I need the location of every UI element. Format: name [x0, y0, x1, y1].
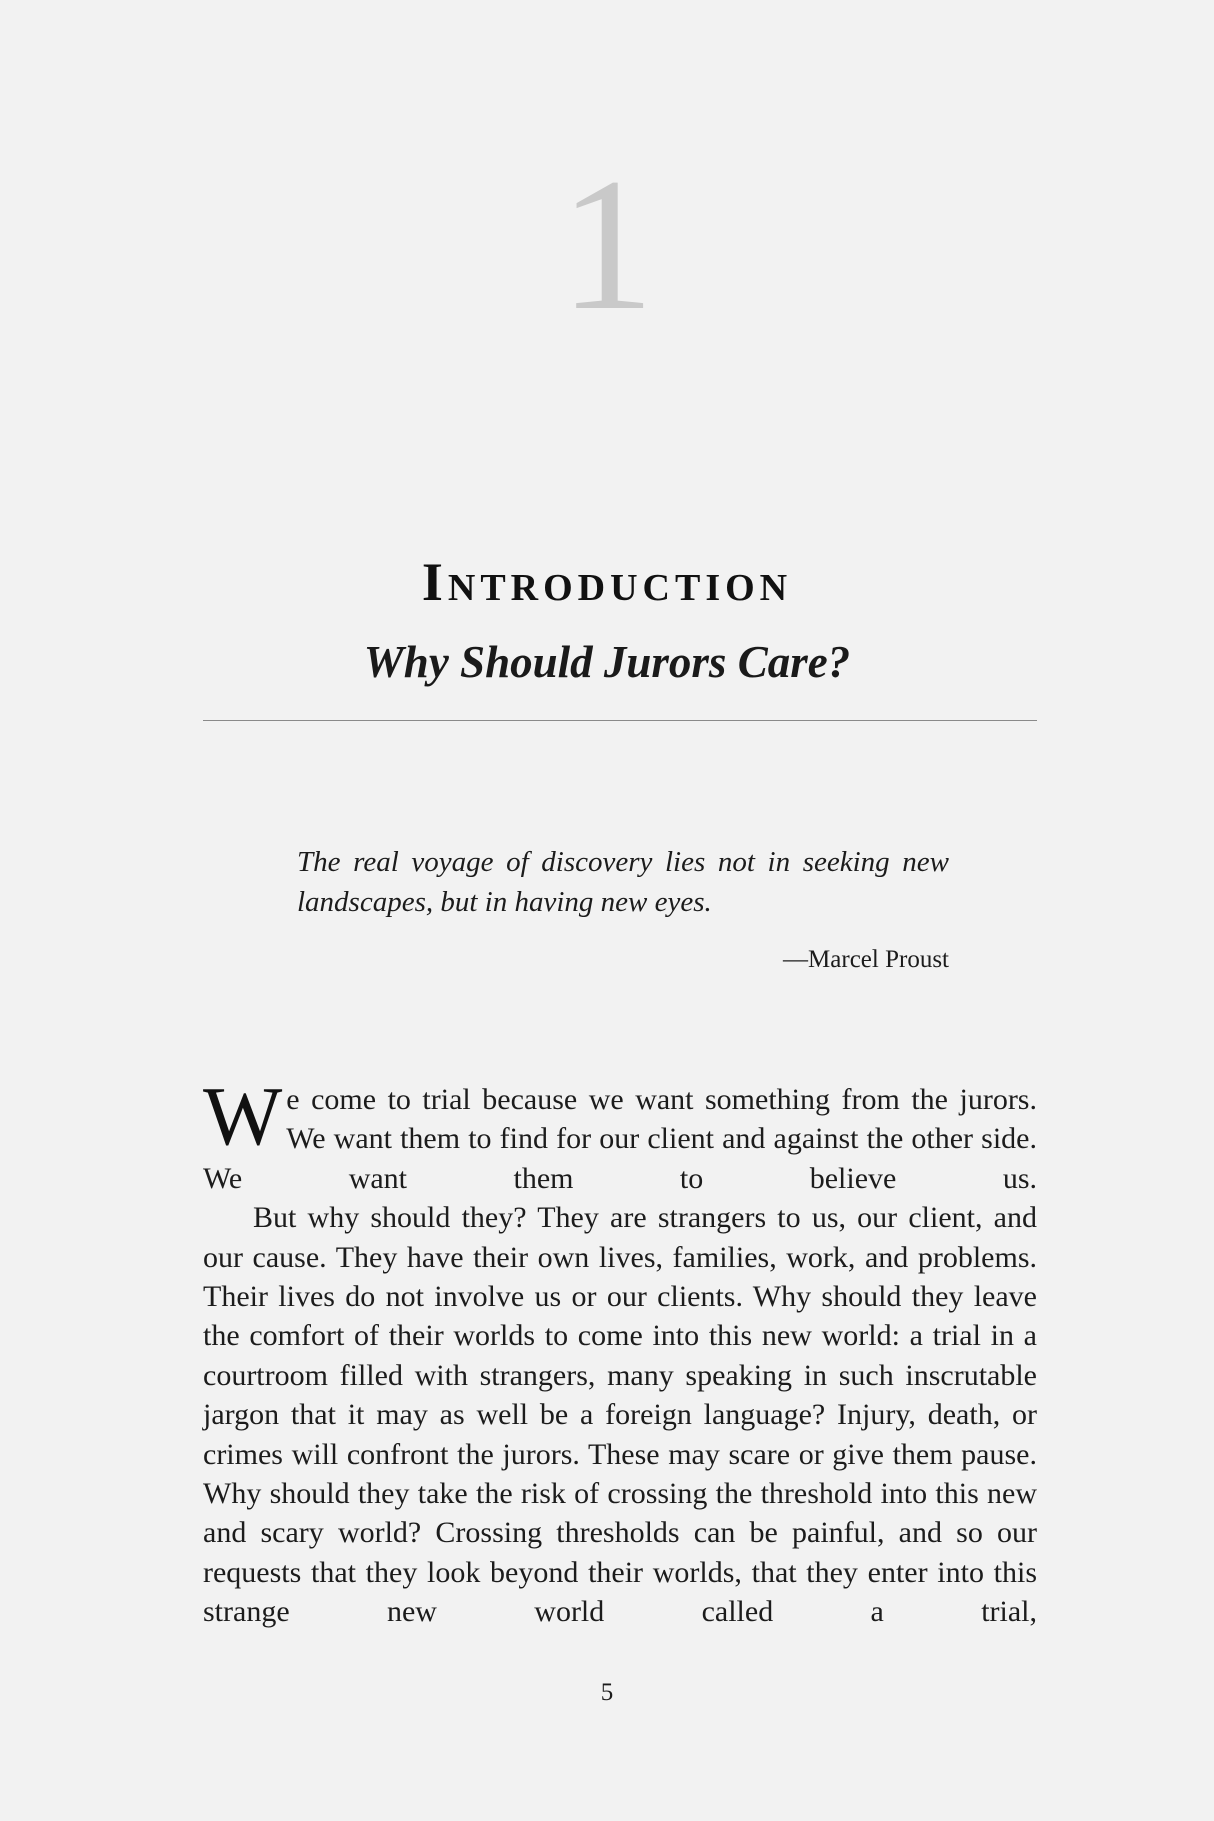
drop-cap: W — [203, 1070, 283, 1163]
chapter-number: 1 — [559, 140, 655, 350]
page-number: 5 — [600, 1679, 614, 1706]
paragraph-second: But why should they? They are strangers to us, our client, and our cause. They have their own lives, families, work, and problems. Their lives do not involve us or our clients. Why should they leave the comfort of their worlds to come into this new world: a trial in a courtroom filled with strangers, many speaking in such inscrutable jargon that it may as well be a foreign language? Injury, death, or crimes will confront the jurors. These may scare or give them pause. Why should they take the risk of crossing the threshold into this new and scary world? Crossing thresholds can be painful, and so our requests that they look beyond their worlds, that they enter into this strange new world called a trial, — [203, 1201, 1037, 1629]
title-divider — [203, 720, 1037, 721]
chapter-title: Introduction — [421, 552, 793, 612]
epigraph-attribution: —Marcel Proust — [783, 946, 949, 973]
paragraph-first-text: e come to trial because we want something from the jurors. We want them to find for our client and against the other side. We want them to believe us. — [203, 1083, 1037, 1195]
body-text — [203, 1070, 1037, 1632]
epigraph-quote: The real voyage of discovery lies not in seeking new landscapes, but in having new eyes. — [297, 846, 949, 918]
chapter-subtitle: Why Should Jurors Care? — [363, 637, 851, 687]
paragraph-first — [203, 1070, 1037, 1198]
